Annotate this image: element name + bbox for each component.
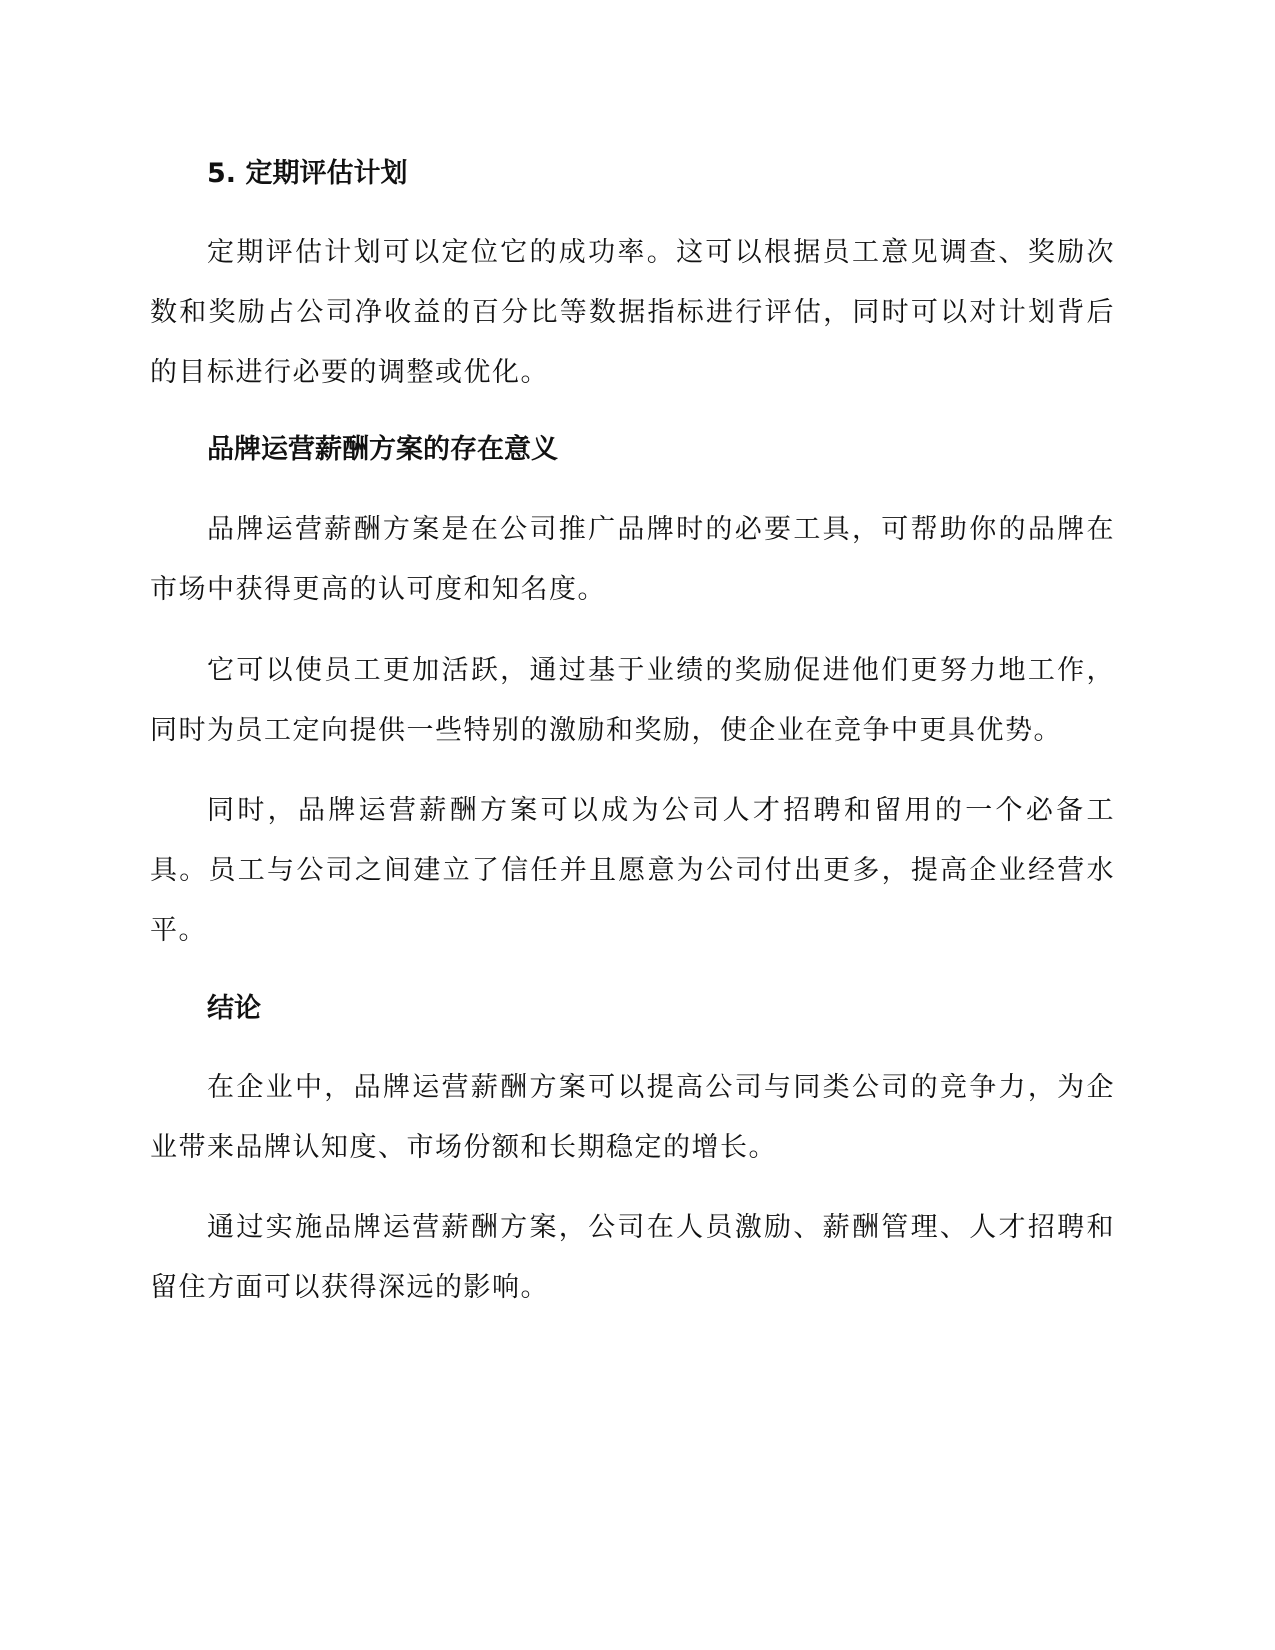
- body-paragraph: 同时，品牌运营薪酬方案可以成为公司人才招聘和留用的一个必备工具。员工与公司之间建立了信任并且愿意为公司付出更多，提高企业经营水平。: [150, 795, 1115, 946]
- body-paragraph: 定期评估计划可以定位它的成功率。这可以根据员工意见调查、奖励次数和奖励占公司净收益的百分比等数据指标进行评估，同时可以对计划背后的目标进行必要的调整或优化。: [150, 237, 1115, 388]
- body-paragraph: 品牌运营薪酬方案是在公司推广品牌时的必要工具，可帮助你的品牌在市场中获得更高的认可度和知名度。: [150, 514, 1115, 605]
- body-paragraph: 通过实施品牌运营薪酬方案，公司在人员激励、薪酬管理、人才招聘和留住方面可以获得深远的影响。: [150, 1212, 1115, 1303]
- section-heading-conclusion: 结论: [207, 993, 261, 1024]
- body-paragraph: 在企业中，品牌运营薪酬方案可以提高公司与同类公司的竞争力，为企业带来品牌认知度、市场份额和长期稳定的增长。: [150, 1072, 1115, 1163]
- section-heading-regular-evaluation: 5. 定期评估计划: [207, 158, 408, 189]
- section-heading-significance: 品牌运营薪酬方案的存在意义: [207, 434, 558, 465]
- body-paragraph: 它可以使员工更加活跃，通过基于业绩的奖励促进他们更努力地工作，同时为员工定向提供一些特别的激励和奖励，使企业在竞争中更具优势。: [150, 655, 1115, 746]
